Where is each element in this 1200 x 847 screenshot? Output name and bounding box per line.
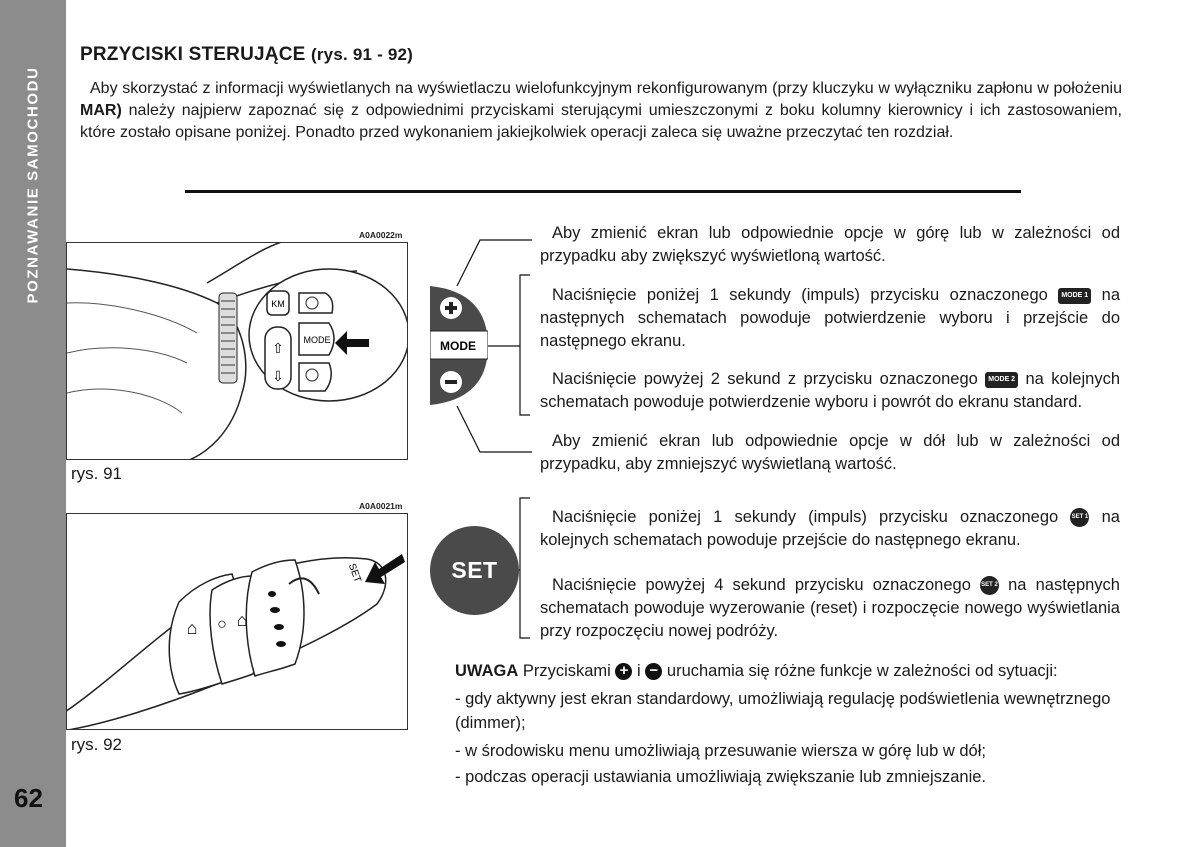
intro-bold: MAR) — [80, 102, 122, 119]
note-item: - w środowisku menu umożliwiają przesuwanie wiersza w górę lub w dół; — [455, 742, 986, 760]
desc-mode1: Naciśnięcie poniżej 1 sekundy (impuls) przycisku oznaczonego MODE 1 na następnych schematach powoduje potwierdzenie wyboru i przejście do następnego ekranu. — [540, 286, 1121, 350]
note-item: - podczas operacji ustawiania umożliwiają zwiększanie lub zmniejszanie. — [455, 768, 986, 786]
svg-text:⌂: ⌂ — [186, 618, 198, 638]
intro-text-1: Aby skorzystać z informacji wyświetlanych na wyświetlaczu wielofunkcyjnym rekonfigurowanym (przy kluczyku w wyłączniku zapłonu w położeniu — [90, 80, 1122, 97]
page-number: 62 — [14, 783, 43, 813]
figure-code: A0A0021m — [359, 501, 403, 511]
desc-up: Aby zmienić ekran lub odpowiednie opcje w górę lub w zależności od przypadku aby zwiększyć wyświetloną wartość. — [540, 224, 1120, 265]
figure-code: A0A0022m — [359, 230, 403, 240]
desc-mode2: Naciśnięcie powyżej 2 sekund z przycisku oznaczonego MODE 2 na kolejnych schematach powoduje potwierdzenie wyboru i powrót do ekranu standard. — [540, 370, 1120, 411]
set1-badge-icon: SET 1 — [1070, 508, 1089, 527]
km-label: KM — [271, 299, 285, 309]
svg-text:⇩: ⇩ — [272, 368, 284, 384]
section-title: POZNAWANIE SAMOCHODU — [24, 66, 42, 304]
minus-circle-icon: − — [645, 663, 662, 680]
figure-91-caption: rys. 91 — [71, 464, 123, 483]
mode1-badge-icon: MODE 1 — [1058, 288, 1091, 304]
mode-control-knob — [430, 286, 488, 405]
mode2-badge-icon: MODE 2 — [985, 372, 1018, 388]
desc-set2: Naciśnięcie powyżej 4 sekund przycisku oznaczonego SET 2 na następnych schematach powoduje wyzerowanie (reset) i rozpoczęcie nowego wyświetlania przy rozpoczęciu nowej podróży. — [540, 576, 1120, 640]
plus-circle-icon: + — [615, 663, 632, 680]
note-label: UWAGA — [455, 662, 519, 680]
svg-text:○: ○ — [217, 616, 227, 633]
set-label: SET — [345, 562, 363, 585]
set-control-button: SET — [430, 526, 519, 615]
mode-knob-label: MODE — [440, 339, 476, 353]
desc-down: Aby zmienić ekran lub odpowiednie opcje w dół lub w zależności od przypadku, aby zmniejszyć wyświetlaną wartość. — [540, 432, 1120, 473]
desc-set1: Naciśnięcie poniżej 1 sekundy (impuls) przycisku oznaczonego SET 1 na kolejnych schematach powoduje przejście do następnego ekranu. — [540, 508, 1120, 549]
set2-badge-icon: SET 2 — [980, 576, 999, 595]
svg-text:⇧: ⇧ — [272, 340, 284, 356]
note-item: - gdy aktywny jest ekran standardowy, umożliwiają regulację podświetlenia wewnętrznego (dimmer); — [455, 690, 1111, 732]
title-main: PRZYCISKI STERUJĄCE — [80, 44, 306, 65]
mode-label: MODE — [303, 335, 331, 345]
figure-92-caption: rys. 92 — [71, 735, 123, 754]
svg-text:⌂: ⌂ — [236, 610, 248, 630]
intro-text-2: należy najpierw zapoznać się z odpowiednimi przyciskami sterującymi umieszczonymi z boku kolumny kierownicy i ich zastosowaniem, które zostało opisane poniżej. Ponadto przed wykonaniem jakiejkolwiek operacji zaleca się uważne przeczytać ten rozdział. — [80, 102, 1122, 141]
note-paragraph: UWAGA Przyciskami + i − uruchamia się różne funkcje w zależności od sytuacji: — [455, 662, 1058, 680]
title-figure-ref: (rys. 91 - 92) — [311, 45, 414, 64]
